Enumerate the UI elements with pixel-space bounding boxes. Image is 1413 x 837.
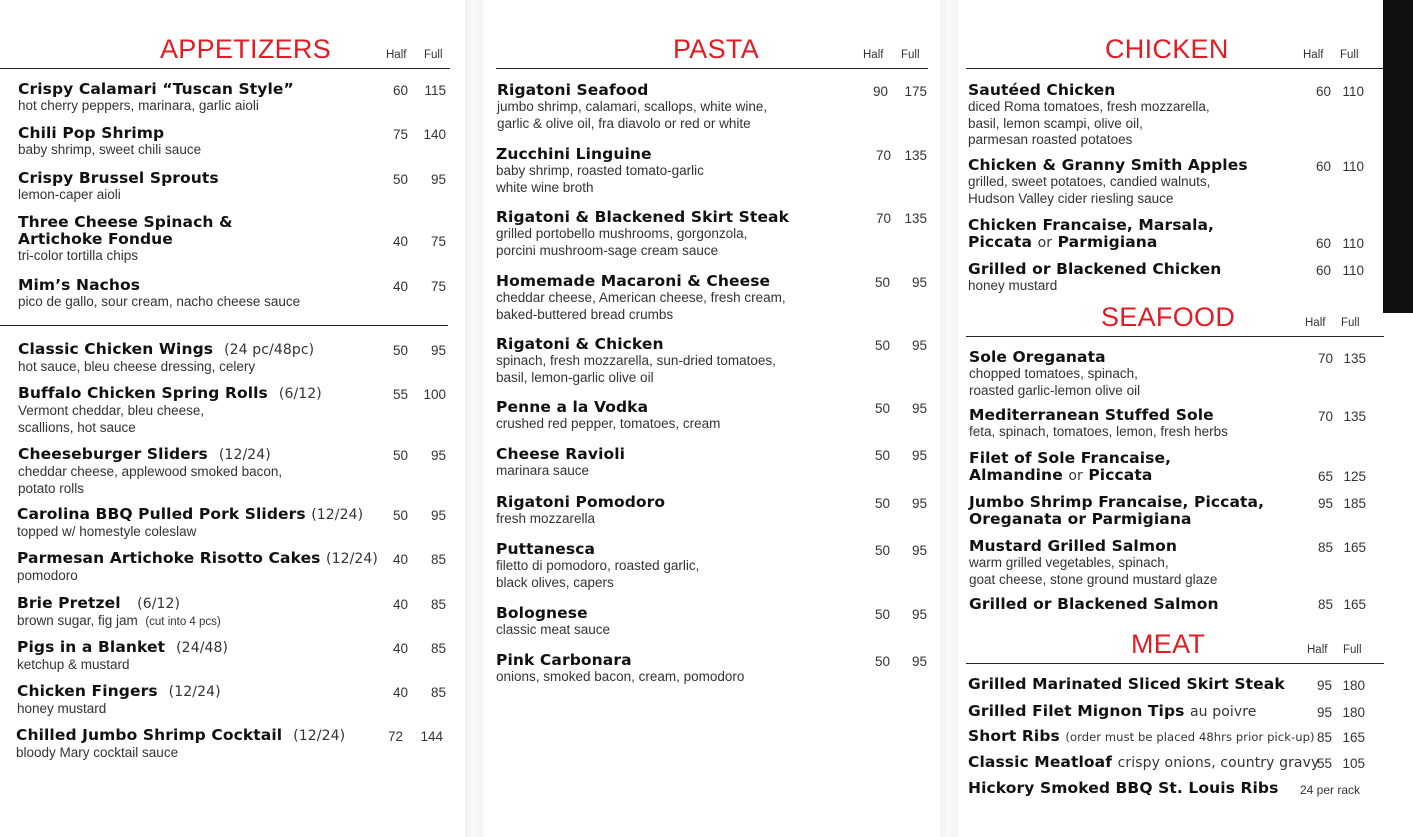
full-header: Full [1340,49,1359,61]
seafood-title: SEAFOOD [1101,302,1236,332]
item-quantity: (12/24) [293,728,346,744]
item-description: baby shrimp, roasted tomato-garlic [496,163,704,178]
price-full: 95 [911,496,927,511]
price-half: 40 [392,685,408,700]
item-description: pomodoro [17,568,78,583]
price-half: 55 [392,387,408,402]
item-name: Parmesan Artichoke Risotto Cakes [17,549,321,567]
item-description: fresh mozzarella [496,511,596,526]
item-name: Penne a la Vodka [496,398,649,416]
menu-item [0,446,450,497]
price-full: 175 [904,84,927,99]
item-name: Bolognese [496,604,588,622]
price-full: 95 [911,654,927,669]
item-description: potato rolls [18,480,85,496]
price-full: 115 [424,83,446,98]
price-full: 95 [911,607,927,622]
menu-item [966,407,1384,441]
price-full: 135 [1343,351,1366,366]
item-name: Pink Carbonara [496,651,632,669]
price-full: 95 [911,275,927,290]
menu-item [496,82,928,132]
full-header: Full [901,49,920,61]
price-full: 125 [1343,469,1366,484]
item-name: Almandine [969,466,1063,484]
pasta-header [496,34,928,69]
appetizers-header [0,34,450,69]
menu-item [0,550,450,585]
item-name: Crispy Calamari “Tuscan Style” [18,80,294,98]
menu-item [966,157,1384,207]
item-description: honey mustard [968,278,1058,293]
item-description: hot cherry peppers, marinara, garlic aioli [18,98,259,113]
price-full: 95 [911,401,927,416]
item-name: Filet of Sole Francaise, [969,449,1172,467]
item-description: tri-color tortilla chips [18,248,139,263]
price-half: 40 [392,234,408,249]
price-half: 40 [392,552,408,567]
fold-shadow-left [465,0,483,837]
price-half: 85 [1317,597,1333,612]
item-connector: or [1068,468,1083,484]
item-description: onions, smoked bacon, cream, pomodoro [496,669,745,684]
item-name: Rigatoni Pomodoro [496,493,666,511]
menu-item [966,703,1384,721]
price-full: 85 [430,597,446,612]
menu-item [0,341,450,376]
price-full: 75 [430,279,446,294]
price-full: 110 [1342,263,1364,278]
item-name: Buffalo Chicken Spring Rolls [18,384,268,402]
item-quantity: (12/24) [168,684,221,700]
price-full: 110 [1342,236,1364,251]
item-name: Chilled Jumbo Shrimp Cocktail [16,726,283,744]
menu-item [0,170,450,204]
item-description: scallions, hot sauce [18,419,136,435]
menu-item [0,727,450,762]
price-half: 85 [1317,540,1333,555]
item-name: Oreganata or Parmigiana [969,510,1192,528]
item-note: (order must be placed 48hrs prior pick-up) [1065,730,1315,744]
item-name: Zucchini Linguine [496,145,652,163]
item-description: spinach, fresh mozzarella, sun-dried tomatoes, [496,353,776,368]
item-description: basil, lemon-garlic olive oil [496,369,654,385]
price-half: 90 [872,84,888,99]
menu-item [966,494,1384,528]
price-half: 50 [874,448,890,463]
item-name: Chili Pop Shrimp [18,124,165,142]
menu-item [966,261,1384,295]
menu-item [966,676,1384,693]
meat-title: MEAT [1131,629,1206,659]
item-name: Short Ribs [968,727,1060,745]
item-description: jumbo shrimp, calamari, scallops, white wine, [497,99,768,114]
chicken-header [966,34,1384,69]
item-description: marinara sauce [496,463,590,478]
item-name: Chicken & Granny Smith Apples [968,156,1248,174]
item-name: Rigatoni & Chicken [496,335,664,353]
item-name: Parmigiana [1057,233,1158,251]
item-quantity: (24 pc/48pc) [224,342,315,358]
price-full: 165 [1343,540,1366,555]
item-description: grilled, sweet potatoes, candied walnuts, [968,174,1211,189]
menu-item [0,683,450,718]
price-half: 50 [392,448,408,463]
item-name: Mediterranean Stuffed Sole [969,406,1214,424]
item-description: basil, lemon scampi, olive oil, [968,115,1143,131]
price-half: 95 [1316,678,1332,693]
menu-item [496,273,928,323]
item-description: warm grilled vegetables, spinach, [969,555,1169,570]
price-half: 65 [1317,469,1333,484]
seafood-header [966,302,1384,337]
chicken-title: CHICKEN [1105,34,1229,64]
item-extra: crispy onions, country gravy [1117,755,1320,771]
item-name: Hickory Smoked BBQ St. Louis Ribs [968,779,1279,797]
price-per-rack: 24 per rack [1300,783,1361,797]
item-description: crushed red pepper, tomatoes, cream [496,416,721,431]
item-name: Piccata [968,233,1033,251]
item-name: Classic Chicken Wings [18,340,214,358]
price-half: 50 [392,172,408,187]
menu-item [966,82,1384,149]
item-description: goat cheese, stone ground mustard glaze [969,571,1218,587]
price-full: 180 [1342,705,1365,720]
price-full: 100 [423,387,446,402]
item-name: Grilled or Blackened Chicken [968,260,1222,278]
item-description: hot sauce, bleu cheese dressing, celery [18,359,256,374]
menu-item [496,494,928,528]
price-half: 60 [1315,236,1331,251]
price-half: 95 [1317,496,1333,511]
price-full: 165 [1342,730,1365,745]
item-name: Grilled Marinated Sliced Skirt Steak [968,675,1285,693]
menu-item [0,639,450,674]
price-full: 95 [911,448,927,463]
item-description: baby shrimp, sweet chili sauce [18,142,202,157]
item-description: garlic & olive oil, fra diavolo or red or white [497,115,751,131]
price-full: 144 [420,729,443,744]
item-name: Piccata [1088,466,1153,484]
price-half: 50 [874,543,890,558]
item-connector: or [1037,235,1053,251]
price-half: 70 [1317,409,1333,424]
menu-item [496,146,928,196]
price-half: 95 [1316,705,1332,720]
appetizers-title: APPETIZERS [160,34,332,64]
section-divider [0,325,448,326]
menu-item [496,399,928,433]
full-header: Full [424,49,443,61]
item-name: Grilled Filet Mignon Tips [968,702,1185,720]
menu-item [0,81,450,115]
price-full: 185 [1343,496,1366,511]
item-note: (cut into 4 pcs) [145,616,221,628]
price-full: 165 [1343,597,1366,612]
full-header: Full [1341,317,1360,329]
meat-header [966,629,1384,664]
item-name: Grilled or Blackened Salmon [969,595,1219,613]
menu-item [966,217,1384,252]
price-full: 95 [430,448,446,463]
item-description: lemon-caper aioli [18,187,121,202]
menu-item [496,446,928,480]
menu-item [0,506,450,541]
pasta-title: PASTA [673,34,760,64]
menu-item [0,385,450,436]
item-name: Chicken Fingers [17,682,158,700]
item-name: Mim’s Nachos [18,276,141,294]
price-half: 60 [392,83,408,98]
price-full: 140 [423,127,446,142]
item-description: chopped tomatoes, spinach, [969,366,1138,381]
menu-item [496,605,928,639]
menu-item [0,214,450,265]
item-description: topped w/ homestyle coleslaw [17,524,197,539]
price-half: 50 [874,275,890,290]
item-description: roasted garlic-lemon olive oil [969,382,1141,398]
item-name: Sautéed Chicken [968,81,1116,99]
item-description: Hudson Valley cider riesling sauce [968,190,1174,206]
menu-item [496,652,928,686]
menu-item [966,596,1384,613]
price-half: 50 [874,496,890,511]
price-half: 50 [874,654,890,669]
menu-item [966,728,1384,746]
fold-shadow-right [940,0,958,837]
menu-item [496,336,928,386]
price-half: 50 [874,401,890,416]
menu-item [496,541,928,591]
price-half: 70 [1317,351,1333,366]
item-description: brown sugar, fig jam [17,613,138,628]
half-header: Half [1303,49,1324,61]
menu-item [0,125,450,159]
price-half: 55 [1316,756,1332,771]
menu-item [0,277,450,311]
price-full: 110 [1342,159,1364,174]
menu-item [496,209,928,259]
price-half: 40 [392,279,408,294]
item-description: white wine broth [496,179,594,195]
page-edge-bar [1383,0,1413,313]
price-half: 50 [874,607,890,622]
item-quantity: (12/24) [311,507,364,523]
price-full: 85 [430,641,446,656]
item-name: Rigatoni & Blackened Skirt Steak [496,208,790,226]
price-full: 95 [430,172,446,187]
item-description: parmesan roasted potatoes [968,132,1133,147]
price-half: 50 [392,508,408,523]
half-header: Half [1305,317,1326,329]
menu-item [966,780,1384,797]
item-name: Jumbo Shrimp Francaise, Piccata, [969,493,1265,511]
half-header: Half [863,49,884,61]
price-full: 110 [1342,84,1364,99]
menu-item [966,349,1384,399]
item-description: porcini mushroom-sage cream sauce [496,242,719,258]
item-name: Classic Meatloaf [968,753,1113,771]
price-half: 72 [387,729,403,744]
item-description: diced Roma tomatoes, fresh mozzarella, [968,99,1210,114]
price-half: 60 [1315,84,1331,99]
item-name: Pigs in a Blanket [17,638,166,656]
half-header: Half [386,49,407,61]
item-quantity: (6/12) [278,386,322,402]
half-header: Half [1307,644,1328,656]
item-name: Three Cheese Spinach & [18,213,233,231]
menu-item [966,450,1384,485]
item-quantity: (12/24) [218,447,271,463]
menu-item [0,595,450,631]
item-description: cheddar cheese, applewood smoked bacon, [18,464,283,479]
item-name: Cheeseburger Sliders [18,445,208,463]
price-half: 70 [875,148,891,163]
item-name: Puttanesca [496,540,596,558]
price-full: 135 [1343,409,1366,424]
price-half: 40 [392,597,408,612]
price-full: 95 [911,338,927,353]
price-half: 70 [875,211,891,226]
item-description: baked-buttered bread crumbs [496,306,674,322]
menu-item [966,538,1384,588]
price-full: 75 [430,234,446,249]
item-name: Homemade Macaroni & Cheese [496,272,771,290]
item-description: filetto di pomodoro, roasted garlic, [496,558,700,573]
item-description: feta, spinach, tomatoes, lemon, fresh herbs [969,424,1228,439]
price-full: 135 [904,148,927,163]
item-description: cheddar cheese, American cheese, fresh cream, [496,290,786,305]
item-name: Artichoke Fondue [18,230,173,248]
item-name: Chicken Francaise, Marsala, [968,216,1215,234]
full-header: Full [1343,644,1362,656]
item-quantity: (12/24) [326,551,378,567]
price-half: 60 [1315,263,1331,278]
item-name: Cheese Ravioli [496,445,626,463]
price-half: 75 [392,127,408,142]
item-name: Sole Oreganata [969,348,1106,366]
item-description: pico de gallo, sour cream, nacho cheese sauce [18,294,301,309]
item-description: Vermont cheddar, bleu cheese, [18,403,205,418]
price-full: 95 [430,343,446,358]
item-description: ketchup & mustard [17,657,130,672]
item-extra: au poivre [1190,704,1257,720]
price-full: 85 [430,685,446,700]
item-name: Rigatoni Seafood [497,81,649,99]
menu-item [966,754,1384,772]
item-name: Brie Pretzel [17,594,121,612]
price-full: 85 [430,552,446,567]
price-half: 40 [392,641,408,656]
price-half: 85 [1316,730,1332,745]
item-quantity: (6/12) [137,596,181,612]
price-full: 135 [904,211,927,226]
item-name: Carolina BBQ Pulled Pork Sliders [17,505,306,523]
price-full: 105 [1342,756,1365,771]
item-name: Crispy Brussel Sprouts [18,169,219,187]
price-full: 95 [911,543,927,558]
price-full: 180 [1342,678,1365,693]
item-description: bloody Mary cocktail sauce [16,745,179,760]
price-half: 60 [1315,159,1331,174]
item-description: honey mustard [17,701,107,716]
item-description: classic meat sauce [496,622,611,637]
item-description: grilled portobello mushrooms, gorgonzola, [496,226,748,241]
price-half: 50 [392,343,408,358]
item-name: Mustard Grilled Salmon [969,537,1177,555]
price-half: 50 [874,338,890,353]
price-full: 95 [430,508,446,523]
item-quantity: (24/48) [176,640,229,656]
item-description: black olives, capers [496,574,614,590]
